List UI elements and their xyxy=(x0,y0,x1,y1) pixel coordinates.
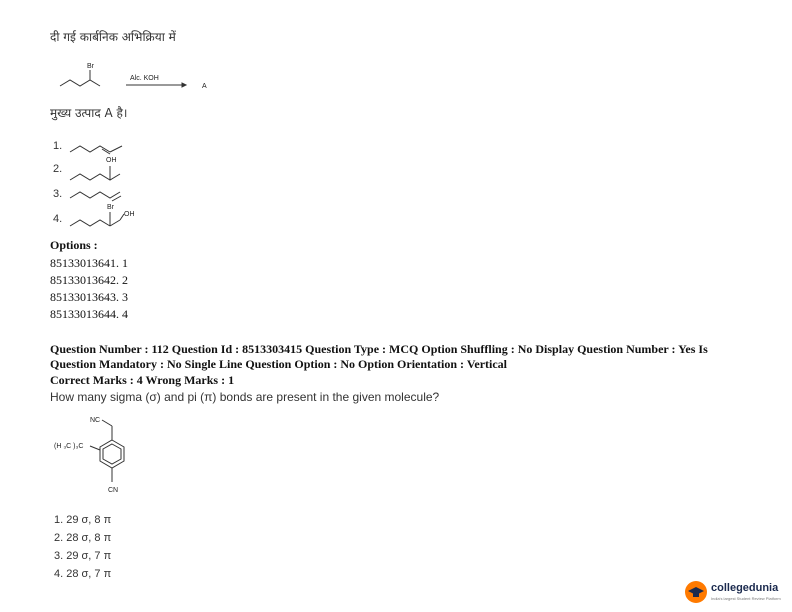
choice-4-br-label: Br xyxy=(107,204,114,211)
choice-4-c-c xyxy=(110,220,120,226)
question-meta-line-1: Question Number : 112 Question Id : 8513303415 Question Type : MCQ Option Shuffling : No Display Question Number : Yes Is xyxy=(50,342,708,356)
question-meta-line-2: Question Mandatory : No Single Line Question Option : No Option Orientation : Vertical xyxy=(50,357,508,371)
product-label: A xyxy=(202,83,207,90)
question-stem-1: दी गई कार्बनिक अभिक्रिया में xyxy=(50,30,176,44)
molecule-left-group: (H ₃C )₃C xyxy=(54,443,84,450)
choice-4-structure xyxy=(68,200,158,230)
answer-4: 4. 28 σ, 7 π xyxy=(54,568,112,580)
choice-2-structure xyxy=(68,150,148,184)
reactant-br-label: Br xyxy=(87,63,94,70)
option-2: 85133013642. 2 xyxy=(50,273,128,287)
choice-2-number: 2. xyxy=(53,163,63,175)
graduation-cap-icon xyxy=(684,580,708,604)
reagent-label: Alc. KOH xyxy=(130,75,159,82)
choice-2-oh-label: OH xyxy=(106,157,117,164)
reaction-scheme xyxy=(58,58,228,98)
molecule-left-bond xyxy=(90,446,100,450)
molecule-diagram xyxy=(50,410,160,502)
choice-4-oh-label: OH xyxy=(124,211,135,218)
molecule-bottom-group: CN xyxy=(108,487,119,494)
collegedunia-logo xyxy=(684,578,782,606)
option-1: 85133013641. 1 xyxy=(50,256,128,270)
reactant-chain xyxy=(60,80,100,86)
option-4: 85133013644. 4 xyxy=(50,307,128,321)
choice-4-number: 4. xyxy=(53,213,63,225)
options-heading: Options : xyxy=(50,238,98,252)
question-2-text: How many sigma (σ) and pi (π) bonds are present in the given molecule? xyxy=(50,390,440,404)
choice-4-chain xyxy=(70,220,110,226)
logo-tagline: India's largest Student Review Platform xyxy=(711,596,781,601)
molecule-top-bond-1 xyxy=(102,420,112,426)
benzene-inner-ring xyxy=(103,444,121,464)
choice-3-chain xyxy=(70,192,120,198)
choice-3-number: 3. xyxy=(53,188,63,200)
answer-2: 2. 28 σ, 8 π xyxy=(54,532,112,544)
answer-3: 3. 29 σ, 7 π xyxy=(54,550,112,562)
choice-2-chain xyxy=(70,174,120,180)
answer-1: 1. 29 σ, 8 π xyxy=(54,514,112,526)
arrow-head xyxy=(182,83,186,87)
question-stem-2: मुख्य उत्पाद A है। xyxy=(50,106,128,120)
logo-text: collegedunia xyxy=(711,582,779,594)
question-marks: Correct Marks : 4 Wrong Marks : 1 xyxy=(50,373,235,387)
option-3: 85133013643. 3 xyxy=(50,290,128,304)
choice-1-number: 1. xyxy=(53,140,63,152)
molecule-top-group: NC xyxy=(90,417,101,424)
